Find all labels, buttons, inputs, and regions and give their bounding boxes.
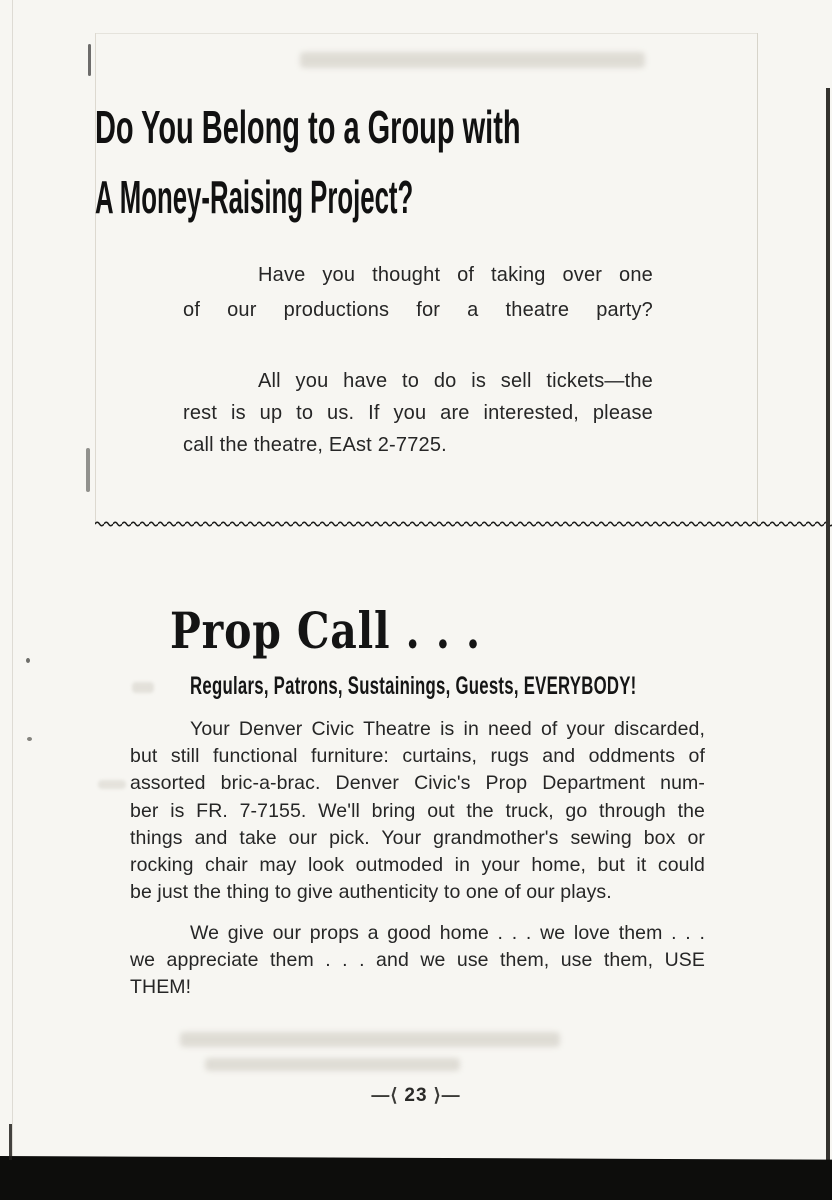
ink-smudge	[132, 682, 154, 693]
wavy-divider-rule	[95, 519, 832, 529]
text-line: we appreciate them . . . and we use them, use them, USE	[130, 949, 705, 972]
headline-line-2: A Money-Raising Project?	[95, 171, 414, 223]
prop-call-paragraph-2	[130, 920, 705, 1002]
text-line: but still functional furniture: curtains, rugs and oddments of	[130, 745, 705, 768]
text-line: All you have to do is sell tickets—the	[258, 370, 653, 392]
text-line: THEM!	[130, 976, 192, 999]
binding-mark	[86, 448, 90, 492]
ink-smudge	[98, 780, 126, 789]
page-fold-line	[12, 0, 13, 1158]
prop-call-heading: Prop Call . . .	[170, 601, 482, 660]
page-number-ornament-right: ⟩—	[433, 1085, 461, 1105]
text-line: Your Denver Civic Theatre is in need of your discarded,	[190, 718, 705, 740]
text-line-phone: ber is FR. 7-7155. We'll bring out the truck, go through the	[130, 799, 705, 822]
text-line: assorted bric-a-brac. Denver Civic's Prop Department num-	[130, 772, 705, 795]
prop-call-subheading: Regulars, Patrons, Sustainings, Guests, EVERYBODY!	[190, 672, 637, 700]
page-footer	[0, 1085, 832, 1107]
bleed-through-ghost	[205, 1058, 460, 1071]
ink-speck	[27, 737, 32, 741]
page-number-ornament-left: —⟨	[371, 1085, 399, 1105]
page-number: 23	[404, 1085, 428, 1106]
headline-line-1: Do You Belong to a Group with	[95, 101, 521, 153]
binding-mark	[88, 44, 91, 76]
text-line: Have you thought of taking over one	[258, 264, 653, 286]
bleed-through-ghost	[180, 1032, 560, 1047]
faint-box-top-rule	[95, 33, 758, 34]
scan-bottom-black-band	[0, 1156, 832, 1200]
text-line: rocking chair may look outmoded in your home, but it could	[130, 854, 705, 877]
prop-call-paragraph-1	[130, 716, 705, 906]
page-headline	[95, 98, 770, 238]
page-fold-dark-segment	[9, 1124, 12, 1160]
ink-speck	[26, 658, 30, 663]
theatre-party-paragraph-1	[183, 258, 653, 328]
theatre-party-paragraph-2	[183, 365, 653, 461]
text-line: of our productions for a theatre party?	[183, 299, 653, 321]
bleed-through-ghost	[300, 52, 645, 68]
text-line: We give our props a good home . . . we love them . . .	[190, 922, 705, 944]
text-line: rest is up to us. If you are interested, please	[183, 402, 653, 424]
page-right-edge-shadow	[826, 88, 830, 1163]
text-line: be just the thing to give authenticity to one of our plays.	[130, 881, 612, 904]
text-line-phone: call the theatre, EAst 2-7725.	[183, 434, 447, 456]
text-line: things and take our pick. Your grandmother's sewing box or	[130, 826, 705, 849]
